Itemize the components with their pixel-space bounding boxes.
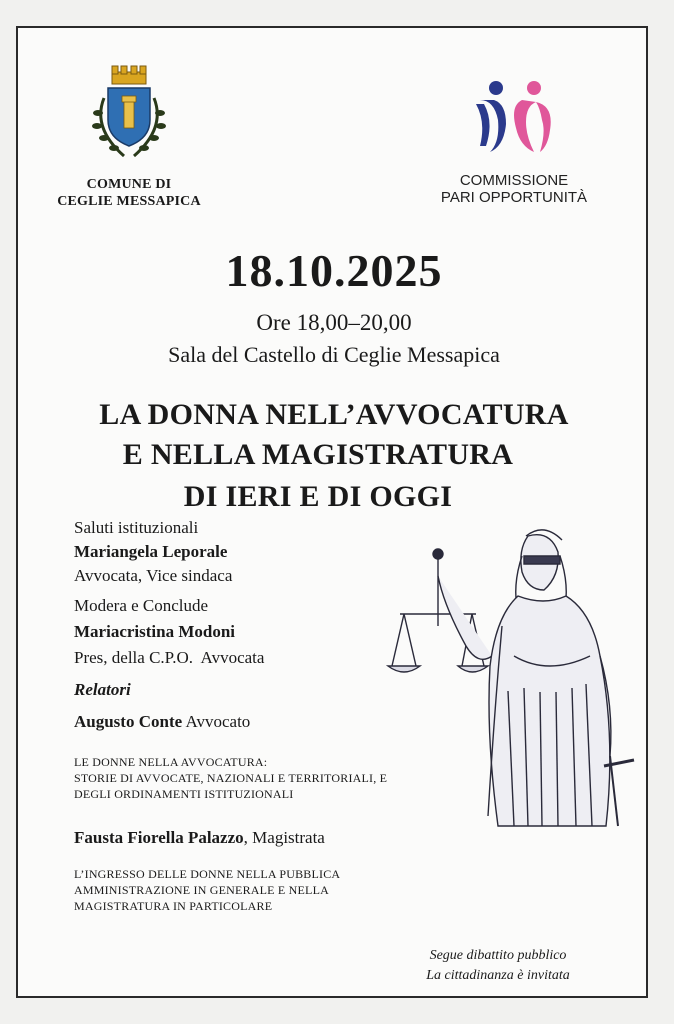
moderator-name: Mariacristina Modoni bbox=[74, 622, 236, 641]
title-line2: E NELLA MAGISTRATURA bbox=[122, 438, 514, 471]
speakers-label: Relatori bbox=[74, 680, 131, 699]
cpo-name-line2: PARI OPPORTUNITÀ bbox=[440, 189, 588, 206]
footer-line2: La cittadinanza è invitata bbox=[426, 968, 570, 983]
cpo-logo bbox=[470, 76, 560, 156]
greetings-role: Avvocata, Vice sindaca bbox=[74, 566, 233, 585]
title-line3: DI IERI E DI OGGI bbox=[183, 480, 453, 513]
speaker1-topic-line1: LE DONNE NELLA AVVOCATURA: bbox=[74, 755, 268, 769]
speaker2-topic-line2: AMMINISTRAZIONE IN GENERALE E NELLA bbox=[74, 883, 329, 897]
greetings-name: Mariangela Leporale bbox=[74, 542, 228, 561]
event-date: 18.10.2025 bbox=[225, 245, 443, 296]
event-time: Ore 18,00–20,00 bbox=[256, 310, 412, 335]
speaker1-role: Avvocato bbox=[185, 712, 251, 731]
speaker1-topic-line3: DEGLI ORDINAMENTI ISTITUZIONALI bbox=[74, 787, 294, 801]
speaker2-topic-line3: MAGISTRATURA IN PARTICOLARE bbox=[74, 899, 273, 913]
comune-name-line2: CEGLIE MESSAPICA bbox=[57, 194, 201, 209]
moderator-label: Modera e Conclude bbox=[74, 596, 209, 615]
moderator-role: Pres, della C.P.O. Avvocata bbox=[74, 648, 265, 667]
footer-note bbox=[378, 946, 618, 986]
comune-name bbox=[54, 176, 204, 210]
cpo-name bbox=[414, 172, 614, 206]
comune-name-line1: COMUNE DI bbox=[86, 177, 172, 192]
speaker1-topic-line2: STORIE DI AVVOCATE, NAZIONALI E TERRITORIALI, E bbox=[74, 771, 388, 785]
greetings-label: Saluti istituzionali bbox=[74, 518, 199, 537]
lady-justice-illustration bbox=[378, 516, 638, 836]
speaker1 bbox=[74, 712, 250, 732]
event-venue: Sala del Castello di Ceglie Messapica bbox=[168, 342, 500, 367]
footer-line1: Segue dibattito pubblico bbox=[429, 948, 567, 963]
event-poster bbox=[16, 26, 648, 998]
comune-crest-logo bbox=[84, 58, 174, 168]
speaker2-name: Fausta Fiorella Palazzo bbox=[74, 828, 244, 847]
speaker2-role: , Magistrata bbox=[243, 828, 325, 847]
speaker1-name: Augusto Conte bbox=[74, 712, 183, 731]
speaker2-topic-line1: L’INGRESSO DELLE DONNE NELLA PUBBLICA bbox=[74, 867, 341, 881]
speaker1-topic bbox=[74, 754, 387, 802]
speaker2 bbox=[74, 828, 325, 848]
title-line1: LA DONNA NELL’AVVOCATURA bbox=[99, 398, 569, 431]
speaker2-topic bbox=[74, 866, 340, 914]
cpo-name-line1: COMMISSIONE bbox=[459, 172, 569, 189]
